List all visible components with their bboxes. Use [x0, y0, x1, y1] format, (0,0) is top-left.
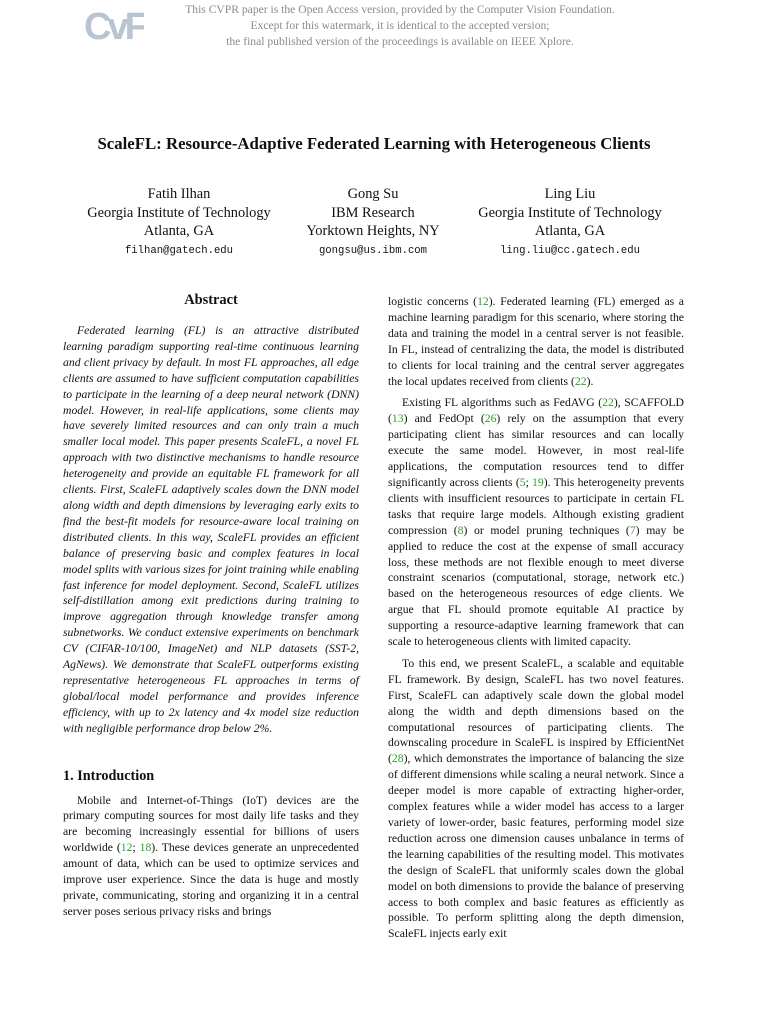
text-run: ), which demonstrates the importance of balancing the size of different dimensions while scaling a neural network. Since a deeper model is more capable of extracting higher-order, complex features while a wider model has access to a larger variety of lower-order, basic features, performing model size reduction across one dimension causes unbalance in terms of the learning capabilities of the resulting model. This motivates the design of ScaleFL that uniformly scales down the global model on both dimensions to provide the balance of preserving access to both complex and basic features as efficiently as possible. To perform splitting along the depth dimension, ScaleFL injects early exit	[388, 752, 684, 941]
text-run: ) or model pruning techniques (	[463, 523, 630, 537]
text-run: ). This heterogeneity prevents clients with insufficient resources to participate in certain FL tasks that require large models. Although existing gradient compression (	[388, 475, 684, 537]
author-location: Yorktown Heights, NY	[306, 223, 440, 239]
abstract-body: Federated learning (FL) is an attractive distributed learning paradigm supporting real-time continuous learning and client privacy by default. In most FL approaches, all edge clients are assumed to have sufficient computation capabilities to participate in the learning of a deep neural network (DNN) model. However, in real-life applications, some clients may have severely limited resources and can only train a much smaller local model. This paper presents ScaleFL, a novel FL approach with two distinctive mechanisms to handle resource heterogeneity and provide an equitable FL framework for all clients. First, ScaleFL adaptively scales down the DNN model along width and depth dimensions by leveraging early exits to find the best-fit models for resource-aware local training on distributed clients. In this way, ScaleFL provides an efficient balance of preserving basic and complex features in local model splits with various sizes for joint training while enabling fast inference for model deployment. Second, ScaleFL utilizes self-distillation among exit predictions during training to improve aggregation through knowledge transfer among subnetworks. We conduct extensive experiments on benchmark CV (CIFAR-10/100, ImageNet) and NLP datasets (SST-2, AgNews). We demonstrate that ScaleFL outperforms existing representative heterogeneous FL approaches in terms of global/local model performance and provides inference efficiency, with up to 2x latency and 4x model size reduction with negligible performance drop below 2%.	[63, 324, 359, 735]
citation-link[interactable]: 22	[574, 374, 587, 388]
text-run: ) may be applied to reduce the cost at the expense of small accuracy loss, these methods are not flexible enough to meet diverse constraint scenarios (computational, storage, network etc.) based on the heterogeneous resources of edge clients. We argue that FL should promote equitable AI practice by supporting a resource-adaptive learning framework that can scale to heterogeneous clients with limited capacity.	[388, 523, 685, 649]
citation-link[interactable]: 12	[477, 295, 489, 308]
text-run: Mobile and Internet-of-Things (IoT) devices are the primary computing sources for most daily life tasks and they are becoming increasingly essential for billions of users worldwide (	[63, 793, 359, 855]
citation-link[interactable]: 8	[457, 523, 464, 537]
paragraph	[388, 395, 684, 650]
paragraph	[63, 793, 359, 920]
author-affiliation: Georgia Institute of Technology	[478, 204, 662, 221]
text-run: ;	[132, 841, 140, 855]
citation-link[interactable]: 5	[519, 475, 526, 489]
citation-link[interactable]: 19	[532, 475, 544, 489]
text-run: To this end, we present ScaleFL, a scalable and equitable FL framework. By design, ScaleFL has two novel features. First, ScaleFL can adaptively scale down the global model along the width and depth dimensions based on the computational resources of participating clients. The downscaling procedure in ScaleFL is inspired by EfficientNet (	[388, 656, 684, 766]
author-email: gongsu@us.ibm.com	[318, 244, 428, 257]
abstract-heading: Abstract	[184, 292, 238, 308]
author-location: Atlanta, GA	[534, 223, 606, 239]
author-affiliation: IBM Research	[331, 204, 415, 221]
text-run: ;	[525, 475, 533, 489]
author-block	[462, 185, 678, 261]
author-name: Gong Su	[347, 186, 399, 202]
citation-link[interactable]: 12	[120, 841, 133, 855]
author-name: Fatih Ilhan	[147, 186, 211, 202]
paragraph	[388, 294, 684, 389]
section-heading-introduction: 1. Introduction	[63, 767, 155, 784]
text-run: Existing FL algorithms such as FedAVG (	[402, 396, 603, 410]
citation-link[interactable]: 22	[602, 396, 614, 410]
citation-link[interactable]: 28	[391, 752, 404, 766]
citation-link[interactable]: 13	[391, 412, 404, 426]
author-block	[284, 185, 462, 261]
author-affiliation: Georgia Institute of Technology	[87, 204, 271, 221]
citation-link[interactable]: 7	[629, 523, 636, 537]
open-access-watermark	[150, 2, 650, 50]
right-column	[388, 294, 684, 948]
text-run: logistic concerns (	[388, 295, 478, 308]
watermark-line: This CVPR paper is the Open Access version, provided by the Computer Vision Foundation.	[185, 3, 615, 16]
citation-link[interactable]: 18	[139, 841, 152, 855]
text-run: ) rely on the assumption that every participating client has similar resources and can locally execute the same model. However, in most real-life applications, the computation resources tend to differ significantly across clients (	[388, 412, 684, 489]
cvf-logo	[84, 4, 144, 46]
watermark-line: Except for this watermark, it is identical to the accepted version;	[250, 19, 550, 32]
author-block	[68, 185, 290, 261]
citation-link[interactable]: 26	[484, 412, 497, 426]
text-run: ). These devices generate an unprecedented amount of data, which can be used to optimize services and improve user experience. Since the data is huge and mostly private, communicating, storing and organizing it in a central server poses serious privacy risks and brings	[63, 841, 359, 918]
author-email: filhan@gatech.edu	[124, 244, 234, 257]
paper-title: ScaleFL: Resource-Adaptive Federated Learning with Heterogeneous Clients	[97, 134, 651, 153]
author-email: ling.liu@cc.gatech.edu	[500, 244, 640, 257]
text-run: ), SCAFFOLD (	[388, 396, 684, 426]
left-column	[63, 291, 359, 926]
author-location: Atlanta, GA	[143, 223, 215, 239]
text-run: ). Federated learning (FL) emerged as a machine learning paradigm for this scenario, where storing the data and training the model in a central server is not feasible. In FL, instead of centralizing the data, the model is distributed to clients for local training and the central server aggregates the local updates received from clients (	[388, 295, 684, 388]
paragraph	[388, 656, 684, 942]
author-name: Ling Liu	[544, 186, 596, 202]
svg-text:CvF: CvF	[84, 6, 144, 46]
watermark-line: the final published version of the proceedings is available on IEEE Xplore.	[226, 35, 574, 48]
text-run: ) and FedOpt (	[403, 412, 485, 426]
text-run: ).	[586, 374, 594, 388]
